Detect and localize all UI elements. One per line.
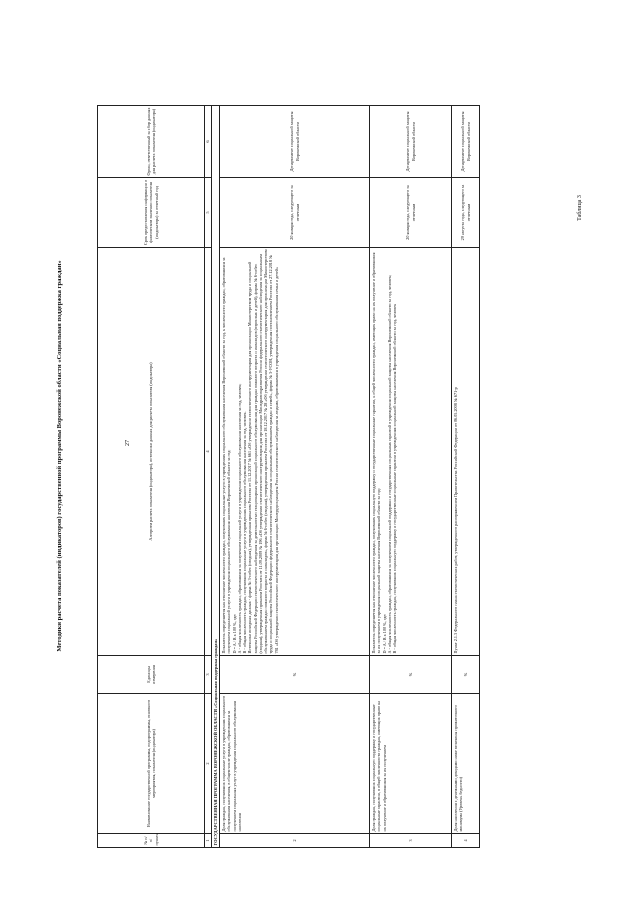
algorithm-line: В - общая численность граждан, получивших социальную поддержку и государственные социальные гарантии в учреждениях социальной защиты населения Воронежской области за год, человек bbox=[392, 304, 397, 654]
header-cell-algorithm: Алгоритм расчета показателя (индикатора), источники данных для расчета показателя (индикатора) bbox=[98, 248, 205, 656]
row-number: 4 bbox=[452, 834, 480, 848]
header-cell-name: Наименование государственной программы, подпрограммы, основного мероприятия, показателя (индикатора) bbox=[98, 694, 205, 834]
program-title: ГОСУДАРСТВЕННАЯ ПРОГРАММА ВОРОНЕЖСКОЙ ОБЛАСТИ «Социальная поддержка граждан» bbox=[211, 106, 220, 848]
row-deadline: 20 января года, следующего за отчетным bbox=[220, 178, 370, 248]
header-cell-responsible: Орган, ответственный за сбор данных для расчета показателя (индикатора) bbox=[98, 106, 205, 178]
row-responsible: Департамент социальной защиты Воронежской области bbox=[370, 106, 452, 178]
program-title-row bbox=[211, 106, 220, 848]
row-number: 3 bbox=[370, 834, 452, 848]
row-unit: % bbox=[220, 656, 370, 694]
methodology-table bbox=[97, 105, 480, 848]
header-cell-number: № п/п/ пункта bbox=[98, 834, 205, 848]
algorithm-line: Пункт 2.1.3 Федерального плана статистических работ, утвержденного распоряжением Правительства Российской Федерации от 06.05.2008 № 671-р bbox=[453, 387, 458, 654]
algorithm-line: А - общая численность граждан, обратившихся за получением социальной поддержки и государственных социальных гарантий в учреждения социальной защиты населения Воронежской области за год, человек; bbox=[386, 274, 392, 654]
algorithm-line: Показатель определяется как отношение численности граждан, получивших социальные услуги в учреждениях социального обслуживания населения Воронежской области за год, к численности граждан, обратившихся за получением социальной услуги в учреждения социального обслуживания населения Воронежской области за год: bbox=[221, 257, 232, 654]
row-responsible: Департамент социальной защиты Воронежской области bbox=[220, 106, 370, 178]
row-indicator-name: Доля граждан, получивших социальные услуги в учреждениях социального обслуживания населения, в общем числе граждан, обратившихся за получением социальных услуг в учреждения социального обслуживания населения bbox=[220, 694, 370, 834]
row-number: 2 bbox=[220, 834, 370, 848]
algorithm-line: А - общая численность граждан, обратившихся за получением социальной услуги в учреждения социального обслуживания населения за год, человек; bbox=[236, 383, 242, 654]
header-cell-deadline: Срок предоставления информации о фактическом значении показателя (индикатора) за отчетный год bbox=[98, 178, 205, 248]
table-row bbox=[370, 106, 452, 848]
table-row bbox=[452, 106, 480, 848]
row-responsible: Департамент социальной защиты Воронежской области bbox=[452, 106, 480, 178]
column-number: 1 bbox=[205, 834, 212, 848]
row-indicator-name: Доля граждан, получивших социальную поддержку и государственные социальные гарантии, в общей численности граждан, имеющих право на их получение и обратившихся за их получением bbox=[370, 694, 452, 834]
header-cell-unit: Единицы измерения bbox=[98, 656, 205, 694]
algorithm-line: D = A / B х 100 %, где: bbox=[231, 613, 237, 654]
row-indicator-name: Доля населения с денежными доходами ниже величины прожиточного минимума (Уровень бедности) bbox=[452, 694, 480, 834]
column-number: 3 bbox=[205, 656, 212, 694]
table-row bbox=[220, 106, 370, 848]
row-algorithm bbox=[452, 248, 480, 656]
column-number: 6 bbox=[205, 106, 212, 178]
row-unit: % bbox=[452, 656, 480, 694]
table-label: Таблица 3 bbox=[577, 195, 583, 221]
row-unit: % bbox=[370, 656, 452, 694]
algorithm-line: Показатель определяется как отношение численности граждан, получивших социальную поддержку и государственные социальные гарантии, к общей численности граждан, имеющих право на их получение и обратившихся за их получением в учреждения социальной защиты населения Воронежской области за год: bbox=[371, 252, 382, 654]
row-algorithm bbox=[370, 248, 452, 656]
algorithm-line: В - общая численность граждан, получивших социальные услуги в учреждениях социального обслуживания населения за год, человек. bbox=[242, 411, 247, 654]
rotated-table-wrapper bbox=[97, 105, 480, 848]
row-deadline: 29 августа года, следующего за отчетным bbox=[452, 178, 480, 248]
row-deadline: 20 января года, следующего за отчетным bbox=[370, 178, 452, 248]
algorithm-line: D = A / B х 100 %, где: bbox=[381, 613, 387, 654]
column-number: 5 bbox=[205, 178, 212, 248]
page-number: 27 bbox=[125, 440, 131, 446]
algorithm-line: Источники исходных данных - форма № 3-собес (сводная), утвержденная приказом Росстата от 11.12.2017 № 661 «Об утверждении статистического инструментария для организации Министерством труда и социальной защиты Российской Федерации статистического наблюдения за деятельностью стационарных организаций социального обслуживания для граждан пожилого возраста и инвалидов (взрослых и детей), форма № 6-собес (сводная), утвержденная приказом Росстата от 11.09.2009 № 196 «Об утверждении статистического инструментария для организации Минздравсоцразвития России федерального статистического наблюдения за социальным обслуживанием граждан пожилого возраста и инвалидов», форма № 6-собес (сводная), утвержденная приказом Росстата от 18.12.2017 № 28 «Об утверждении статистического инструментария для организации Министерством труда и социальной защиты Российской Федерации федерального статистического наблюдения за социальным обслуживанием граждан и семей», форма № 3-УСОН, утвержденная постановлением Росстата от 27.12.2018 № 781 «Об утверждении статистического инструментария для организации Минтрудсоцзащиты России статистического наблюдения за людьми, обратившимися в учреждения социального обслуживания семьи и детей» bbox=[247, 249, 279, 654]
row-algorithm bbox=[220, 248, 370, 656]
column-number: 4 bbox=[205, 248, 212, 656]
column-number: 2 bbox=[205, 694, 212, 834]
table-header-row bbox=[98, 106, 205, 848]
document-title: Методики расчета показателей (индикаторов) государственной программы Воронежской области «Социальная поддержка граждан» bbox=[56, 260, 63, 652]
